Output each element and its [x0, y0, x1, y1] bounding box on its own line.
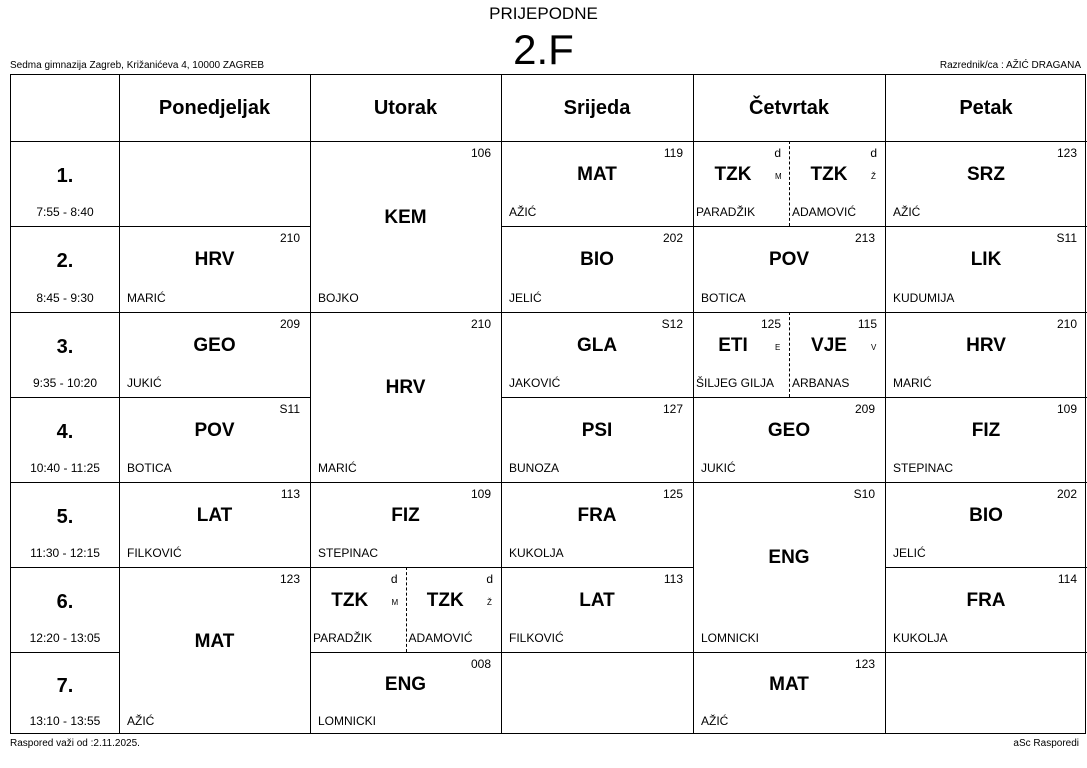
- teacher-name: ADAMOVIĆ: [792, 205, 857, 219]
- subject-code: HRV: [194, 249, 235, 270]
- grid-row-line: [885, 482, 1087, 483]
- subject-code: VJE: [811, 334, 847, 356]
- teacher-name: JAKOVIĆ: [509, 376, 561, 390]
- subject-code: MAT: [194, 631, 235, 652]
- group-label: M: [391, 597, 399, 607]
- subject-code: TZK: [426, 589, 464, 611]
- teacher-name: BOJKO: [318, 291, 359, 305]
- subject-code: TZK: [810, 163, 848, 185]
- grid-row-line: [501, 482, 693, 483]
- subject-code: FRA: [966, 589, 1006, 611]
- subject-code: LAT: [579, 589, 615, 611]
- room-number: 127: [662, 402, 683, 416]
- teacher-name: KUDUMIJA: [893, 291, 955, 305]
- grid-row-line: [11, 482, 119, 483]
- subject-code: ETI: [718, 334, 748, 356]
- room-number: 119: [663, 146, 683, 160]
- timetable-grid: [10, 74, 1086, 734]
- class-teacher: Razrednik/ca : AŽIĆ DRAGANA: [939, 60, 1081, 71]
- room-number: d: [486, 572, 493, 586]
- room-number: 210: [1056, 317, 1077, 331]
- teacher-name: ŠILJEG GILJA: [696, 376, 775, 390]
- subject-code: MAT: [577, 163, 617, 185]
- day-header: Četvrtak: [748, 96, 830, 119]
- subject-code: LIK: [970, 249, 1002, 270]
- room-number: 209: [854, 402, 875, 416]
- period-time: 8:45 - 9:30: [36, 291, 94, 305]
- subject-code: PSI: [581, 419, 613, 441]
- grid-row-line: [501, 312, 693, 313]
- teacher-name: FILKOVIĆ: [509, 631, 564, 645]
- grid-row-line: [885, 567, 1087, 568]
- grid-row-line: [501, 567, 693, 568]
- teacher-name: AŽIĆ: [509, 205, 537, 219]
- room-number: d: [774, 146, 781, 160]
- grid-row-line: [310, 312, 501, 313]
- period-number: 1.: [56, 164, 74, 187]
- group-label: Ž: [487, 597, 492, 607]
- room-number: 106: [470, 146, 491, 160]
- grid-row-line: [11, 141, 1087, 142]
- day-header: Ponedjeljak: [158, 96, 271, 119]
- school-info: Sedma gimnazija Zagreb, Križanićeva 4, 10000 ZAGREB: [10, 60, 265, 71]
- room-number: S10: [853, 487, 875, 501]
- period-time: 12:20 - 13:05: [29, 631, 101, 645]
- room-number: S11: [279, 402, 300, 416]
- grid-row-line: [885, 652, 1087, 653]
- teacher-name: PARADŽIK: [696, 205, 756, 219]
- room-number: 114: [1057, 572, 1077, 586]
- class-title: 2.F: [513, 26, 574, 73]
- grid-row-line: [119, 567, 310, 568]
- subject-code: POV: [768, 249, 810, 270]
- teacher-name: JUKIĆ: [701, 461, 736, 475]
- day-header: Petak: [959, 96, 1013, 119]
- subject-code: ENG: [768, 547, 810, 568]
- room-number: 125: [662, 487, 683, 501]
- teacher-name: BOTICA: [701, 291, 746, 305]
- teacher-name: FILKOVIĆ: [127, 546, 182, 560]
- grid-column-line: [310, 75, 311, 733]
- grid-row-line: [885, 312, 1087, 313]
- grid-row-line: [119, 397, 310, 398]
- subject-code: GLA: [576, 334, 618, 356]
- room-number: 123: [1056, 146, 1077, 160]
- subject-code: MAT: [769, 673, 809, 695]
- subject-code: BIO: [580, 249, 614, 270]
- grid-row-line: [119, 312, 310, 313]
- teacher-name: KUKOLJA: [509, 546, 564, 560]
- subject-code: TZK: [331, 589, 369, 611]
- subject-code: SRZ: [967, 163, 1005, 185]
- grid-row-line: [11, 567, 119, 568]
- teacher-name: ARBANAS: [792, 376, 850, 390]
- period-number: 5.: [56, 505, 74, 528]
- grid-row-line: [11, 312, 119, 313]
- subject-code: FRA: [577, 504, 617, 526]
- room-number: 209: [279, 317, 300, 331]
- teacher-name: PARADŽIK: [313, 631, 373, 645]
- teacher-name: BOTICA: [127, 461, 172, 475]
- subject-code: GEO: [193, 334, 236, 356]
- grid-row-line: [885, 226, 1087, 227]
- room-number: 123: [279, 572, 300, 586]
- period-number: 2.: [56, 250, 74, 273]
- period-number: 7.: [56, 675, 74, 698]
- day-header: Srijeda: [563, 96, 631, 119]
- teacher-name: ADAMOVIĆ: [408, 631, 473, 645]
- room-number: 008: [470, 657, 491, 671]
- subject-code: FIZ: [971, 419, 1001, 441]
- period-number: 6.: [56, 590, 74, 613]
- grid-row-line: [11, 397, 119, 398]
- teacher-name: LOMNICKI: [701, 631, 760, 645]
- group-label: M: [775, 171, 782, 181]
- room-number: 113: [280, 487, 300, 501]
- period-time: 13:10 - 13:55: [29, 714, 101, 728]
- subject-code: FIZ: [391, 504, 420, 526]
- room-number: 123: [854, 657, 875, 671]
- grid-row-line: [693, 397, 885, 398]
- subject-code: ENG: [384, 673, 427, 695]
- teacher-name: STEPINAC: [893, 461, 954, 475]
- subject-code: HRV: [385, 377, 426, 398]
- brand-label: aSc Rasporedi: [1013, 738, 1079, 749]
- teacher-name: AŽIĆ: [893, 205, 921, 219]
- room-number: 109: [470, 487, 491, 501]
- subject-code: TZK: [714, 163, 752, 185]
- grid-row-line: [310, 482, 501, 483]
- subject-code: BIO: [969, 504, 1003, 526]
- room-number: d: [390, 572, 398, 586]
- grid-row-line: [310, 652, 501, 653]
- grid-row-line: [693, 226, 885, 227]
- shift-label: PRIJEPODNE: [489, 4, 598, 23]
- period-number: 3.: [56, 335, 74, 358]
- grid-row-line: [11, 226, 119, 227]
- period-number: 4.: [56, 420, 74, 443]
- grid-row-line: [501, 397, 693, 398]
- teacher-name: KUKOLJA: [893, 631, 948, 645]
- teacher-name: MARIĆ: [893, 376, 932, 390]
- grid-row-line: [501, 652, 693, 653]
- room-number: 210: [279, 231, 300, 245]
- teacher-name: JELIĆ: [893, 546, 926, 560]
- grid-row-line: [119, 482, 310, 483]
- grid-row-line: [693, 482, 885, 483]
- subject-code: POV: [194, 419, 235, 441]
- room-number: S12: [661, 317, 683, 331]
- group-label: E: [775, 342, 781, 352]
- teacher-name: AŽIĆ: [701, 714, 729, 728]
- grid-row-line: [885, 397, 1087, 398]
- teacher-name: LOMNICKI: [318, 714, 377, 728]
- teacher-name: BUNOZA: [509, 461, 560, 475]
- period-time: 7:55 - 8:40: [36, 205, 94, 219]
- teacher-name: MARIĆ: [318, 461, 357, 475]
- teacher-name: STEPINAC: [318, 546, 379, 560]
- room-number: d: [870, 146, 877, 160]
- room-number: 213: [854, 231, 875, 245]
- day-header: Utorak: [373, 96, 438, 119]
- subject-code: GEO: [767, 419, 811, 441]
- room-number: 113: [663, 572, 683, 586]
- room-number: S11: [1056, 231, 1077, 245]
- period-time: 10:40 - 11:25: [30, 461, 100, 475]
- grid-row-line: [119, 226, 310, 227]
- teacher-name: AŽIĆ: [127, 714, 155, 728]
- room-number: 109: [1056, 402, 1077, 416]
- subject-code: LAT: [196, 504, 233, 526]
- grid-row-line: [693, 652, 885, 653]
- room-number: 210: [470, 317, 491, 331]
- subject-code: HRV: [966, 334, 1006, 356]
- grid-row-line: [11, 652, 119, 653]
- room-number: 125: [760, 317, 781, 331]
- grid-row-line: [501, 226, 693, 227]
- room-number: 202: [1056, 487, 1077, 501]
- teacher-name: MARIĆ: [127, 291, 166, 305]
- period-time: 9:35 - 10:20: [32, 376, 98, 390]
- teacher-name: JELIĆ: [509, 291, 542, 305]
- room-number: 202: [662, 231, 683, 245]
- group-label: Ž: [871, 171, 876, 181]
- room-number: 115: [857, 317, 877, 331]
- period-time: 11:30 - 12:15: [30, 546, 100, 560]
- group-label: V: [871, 342, 877, 352]
- valid-from: Raspored važi od :2.11.2025.: [10, 738, 140, 749]
- teacher-name: JUKIĆ: [127, 376, 162, 390]
- subject-code: KEM: [384, 206, 427, 228]
